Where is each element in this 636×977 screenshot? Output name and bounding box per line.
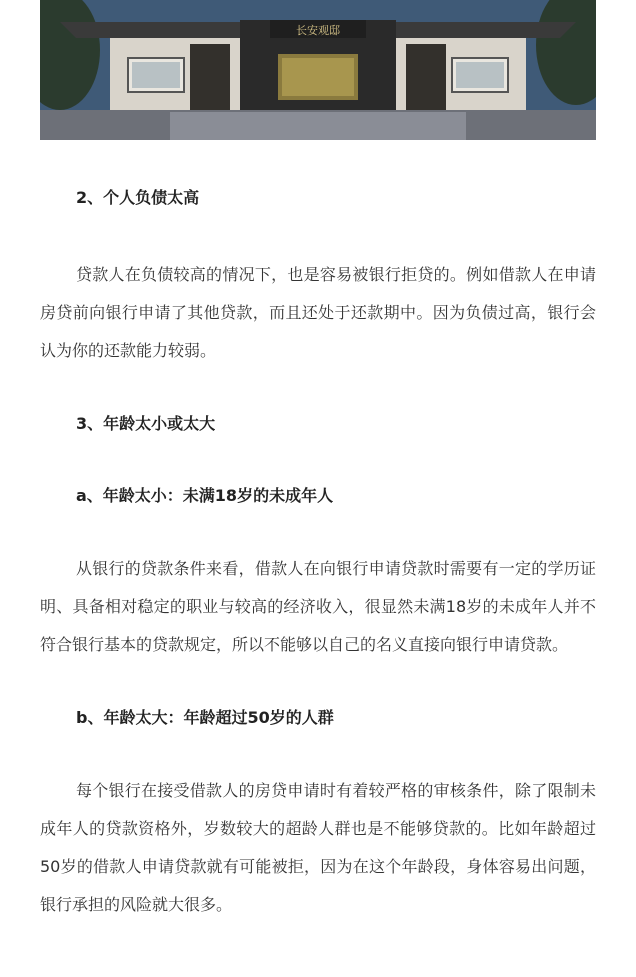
paragraph-too-young: 从银行的贷款条件来看，借款人在向银行申请贷款时需要有一定的学历证明、具备相对稳定的职业与较高的经济收入，很显然未满18岁的未成年人并不符合银行基本的贷款规定，所以不能够以自己的名义直接向银行申请贷款。 <box>40 559 596 654</box>
plaque-text: 长安观邸 <box>296 24 340 37</box>
section-heading-2: 2、个人负债太高 <box>76 188 200 207</box>
article-body <box>40 180 596 924</box>
building-illustration <box>40 0 596 140</box>
subheading-too-young: a、年龄太小：未满18岁的未成年人 <box>76 486 334 505</box>
paragraph-too-old: 每个银行在接受借款人的房贷申请时有着较严格的审核条件，除了限制未成年人的贷款资格外，岁数较大的超龄人群也是不能够贷款的。比如年龄超过50岁的借款人申请贷款就有可能被拒，因为在这个年龄段，身体容易出问题，银行承担的风险就大很多。 <box>40 781 596 914</box>
subheading-too-old: b、年龄太大：年龄超过50岁的人群 <box>76 708 334 727</box>
section-heading-3: 3、年龄太小或太大 <box>76 414 216 433</box>
hero-image <box>40 0 596 140</box>
paragraph-debt: 贷款人在负债较高的情况下，也是容易被银行拒贷的。例如借款人在申请房贷前向银行申请了其他贷款，而且还处于还款期中。因为负债过高，银行会认为你的还款能力较弱。 <box>40 265 596 360</box>
